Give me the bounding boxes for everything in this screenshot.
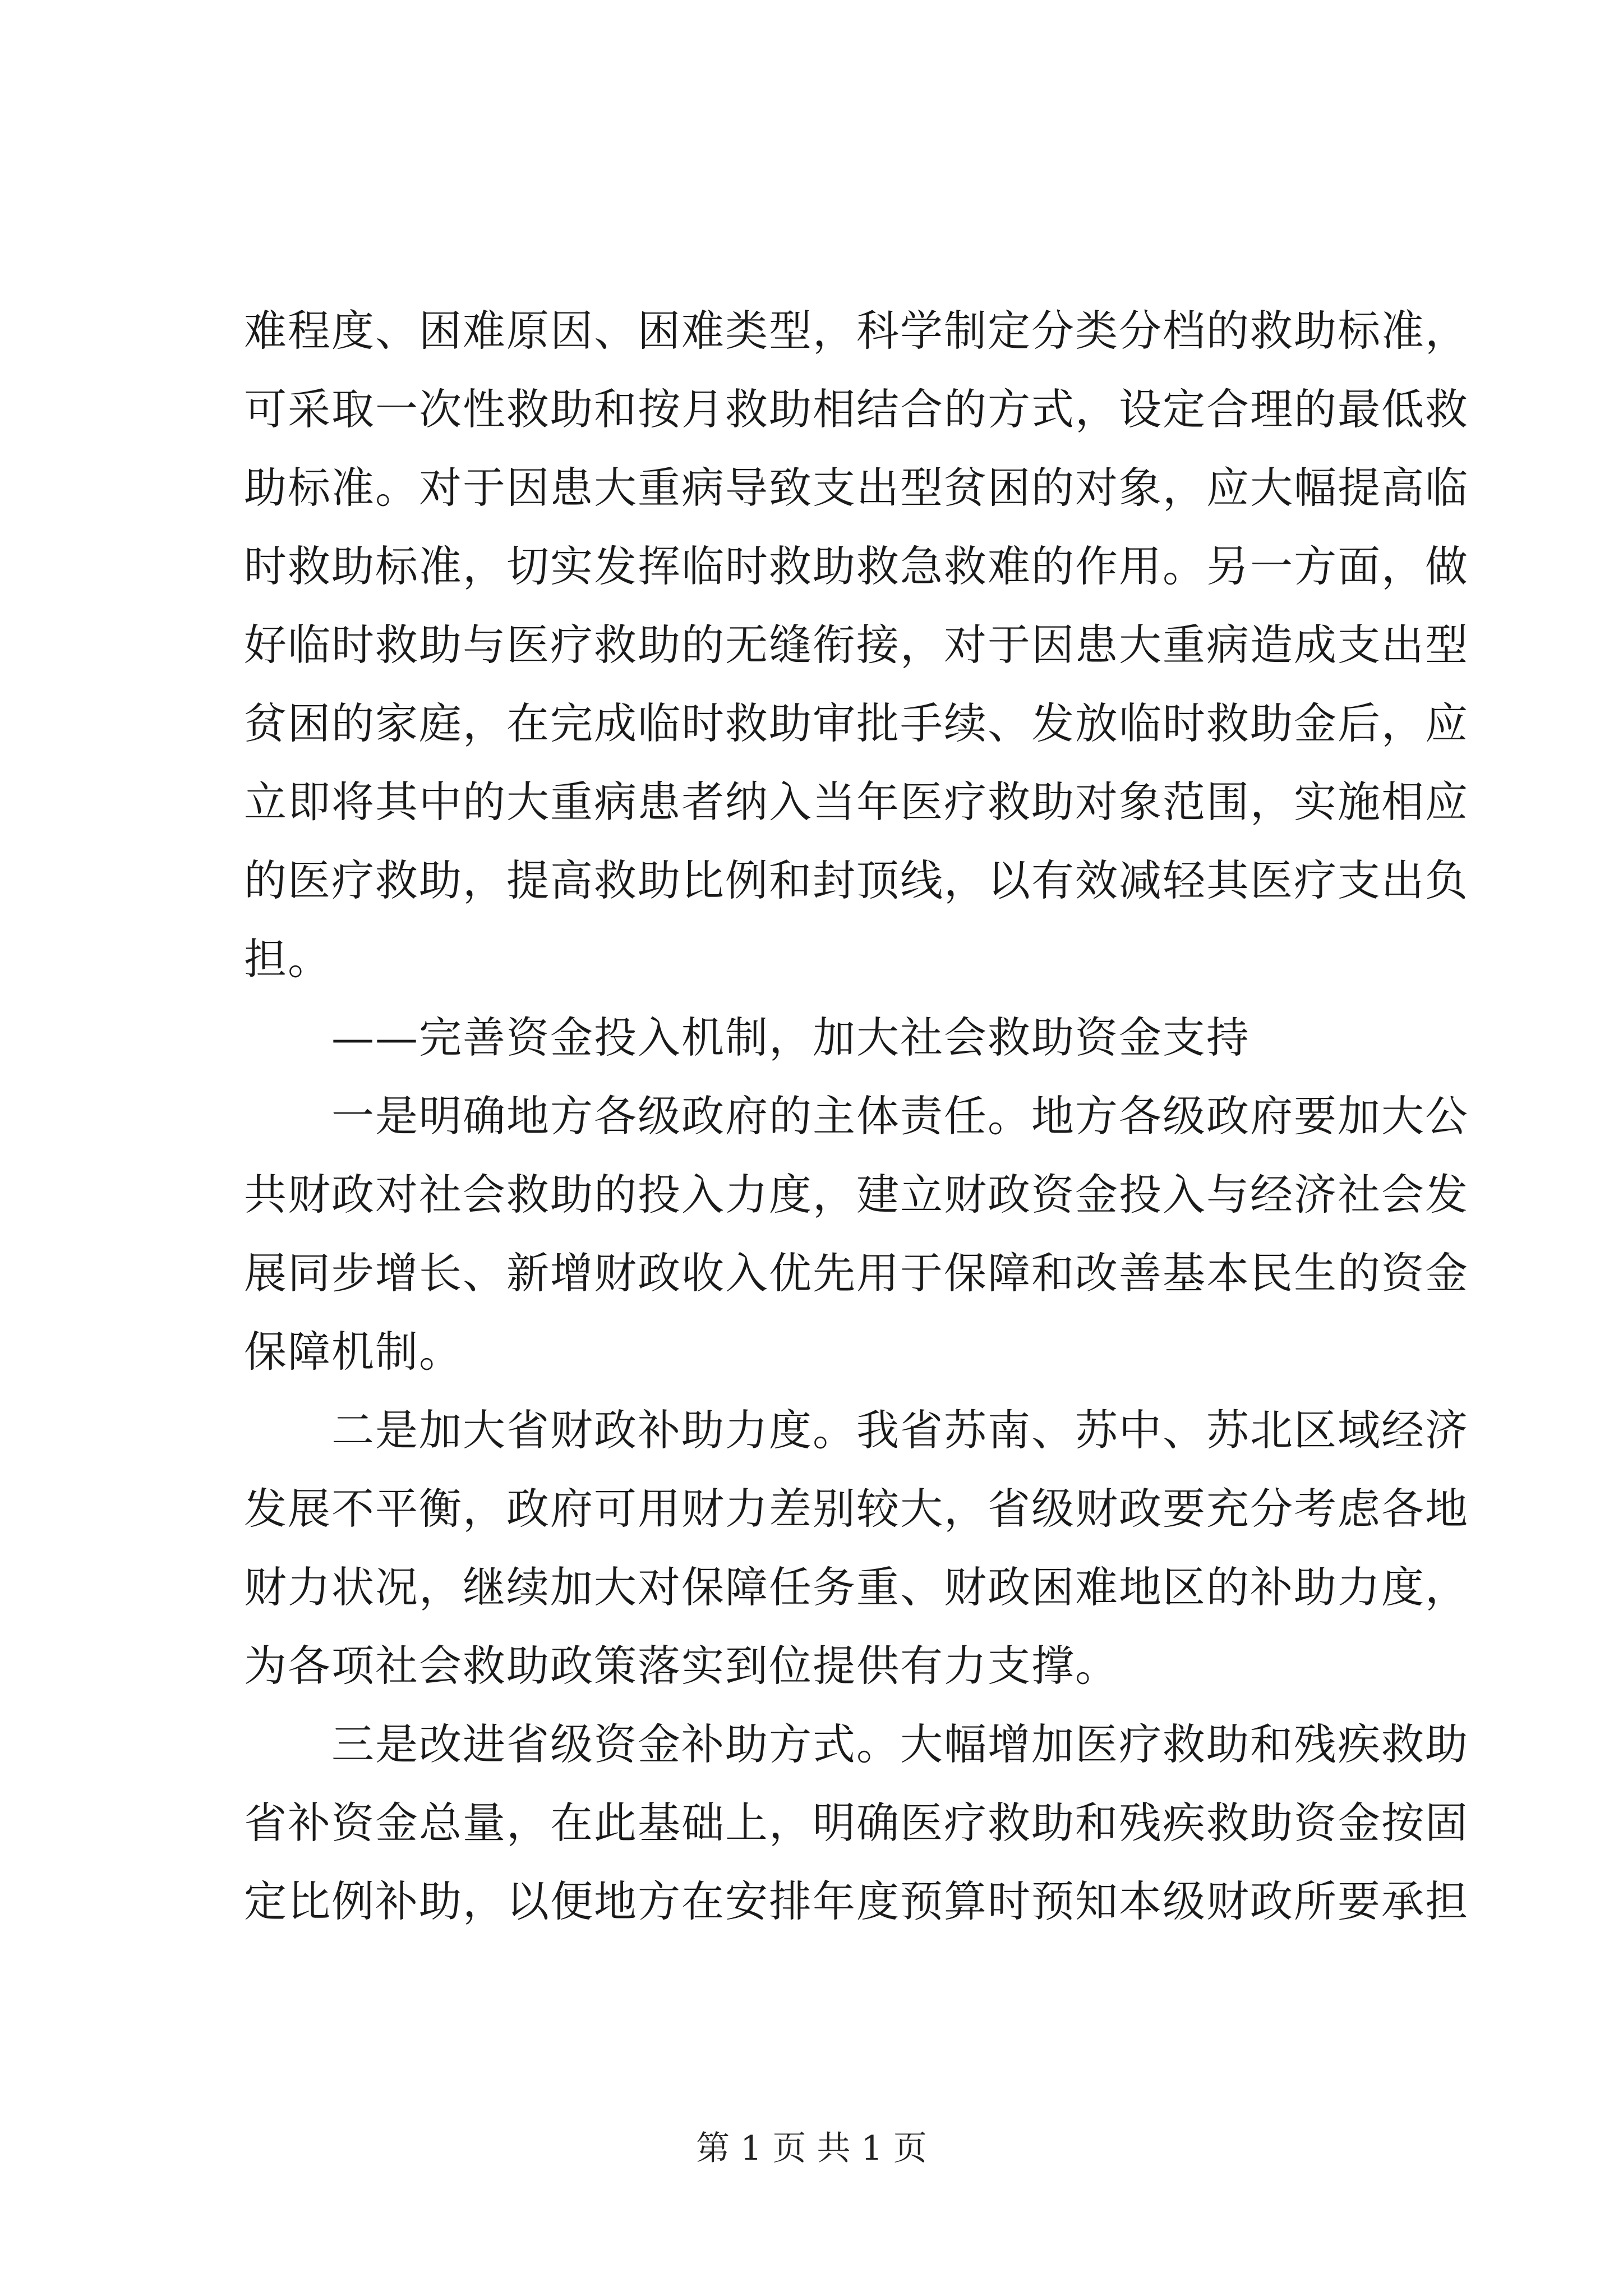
text-line: 为各项社会救助政策落实到位提供有力支撑。 — [244, 1641, 1119, 1691]
text-line: 助标准。对于因患大重病导致支出型贫困的对象，应大幅提高临 — [244, 463, 1469, 513]
text-line: 立即将其中的大重病患者纳入当年医疗救助对象范围，实施相应 — [244, 777, 1469, 827]
text-line: 保障机制。 — [244, 1327, 463, 1377]
text-line: ——完善资金投入机制，加大社会救助资金支持 — [331, 1013, 1250, 1062]
text-line: 展同步增长、新增财政收入优先用于保障和改善基本民生的资金 — [244, 1248, 1469, 1298]
text-line: 担。 — [244, 934, 331, 984]
text-line: 一是明确地方各级政府的主体责任。地方各级政府要加大公 — [331, 1091, 1469, 1141]
text-line: 定比例补助，以便地方在安排年度预算时预知本级财政所要承担 — [244, 1876, 1469, 1926]
text-line: 财力状况，继续加大对保障任务重、财政困难地区的补助力度， — [244, 1562, 1469, 1612]
text-line: 贫困的家庭，在完成临时救助审批手续、发放临时救助金后，应 — [244, 698, 1469, 748]
text-line: 时救助标准，切实发挥临时救助救急救难的作用。另一方面，做 — [244, 541, 1469, 591]
text-line: 省补资金总量，在此基础上，明确医疗救助和残疾救助资金按固 — [244, 1798, 1469, 1848]
text-line: 三是改进省级资金补助方式。大幅增加医疗救助和残疾救助 — [331, 1719, 1469, 1769]
text-line: 好临时救助与医疗救助的无缝衔接，对于因患大重病造成支出型 — [244, 620, 1469, 670]
text-line: 难程度、困难原因、困难类型，科学制定分类分档的救助标准， — [244, 306, 1469, 356]
page-footer: 第 1 页 共 1 页 — [696, 2129, 927, 2168]
text-line: 的医疗救助，提高救助比例和封顶线，以有效减轻其医疗支出负 — [244, 855, 1469, 905]
text-line: 发展不平衡，政府可用财力差别较大，省级财政要充分考虑各地 — [244, 1484, 1469, 1534]
text-line: 二是加大省财政补助力度。我省苏南、苏中、苏北区域经济 — [331, 1405, 1469, 1455]
text-line: 可采取一次性救助和按月救助相结合的方式，设定合理的最低救 — [244, 384, 1469, 434]
text-line: 共财政对社会救助的投入力度，建立财政资金投入与经济社会发 — [244, 1170, 1469, 1220]
